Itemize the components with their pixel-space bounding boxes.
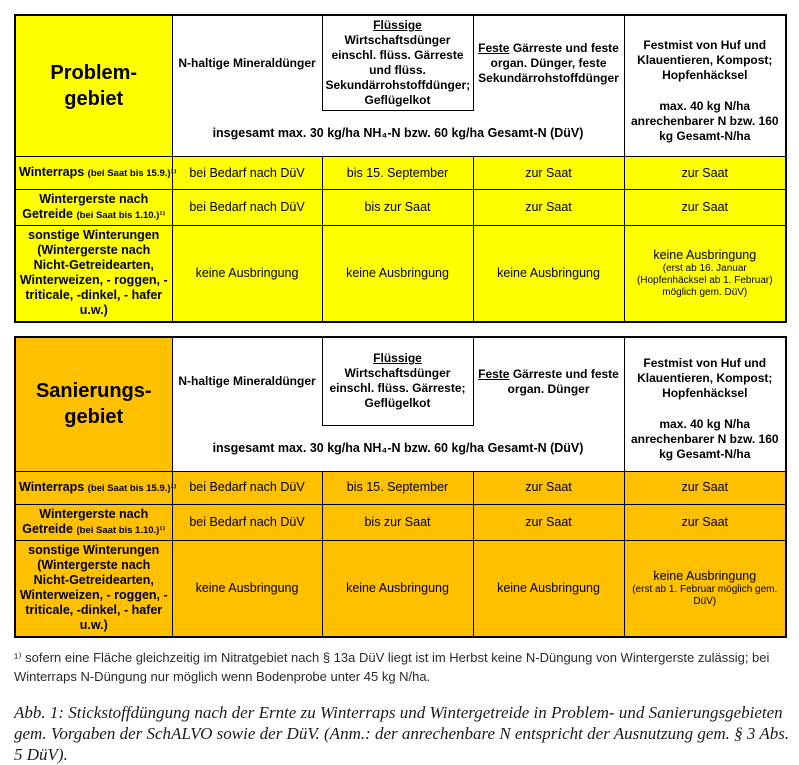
area-title-problemgebiet bbox=[15, 15, 172, 157]
underlined-term: Feste bbox=[478, 40, 510, 55]
underlined-term: Flüssige bbox=[373, 18, 422, 32]
cell-festmist: zur Saat bbox=[624, 190, 786, 226]
header-feste-duenger: Feste Gärreste und feste organ. Dünger, feste Sekundärrohstoffdünger bbox=[473, 15, 624, 111]
cell-mineral: bei Bedarf nach DüV bbox=[172, 190, 322, 226]
underlined-term: Feste bbox=[478, 366, 510, 381]
header-gesamt-limit: insgesamt max. 30 kg/ha NH₄-N bzw. 60 kg/ha Gesamt-N (DüV) bbox=[172, 425, 624, 471]
cell-fluessig: keine Ausbringung bbox=[322, 540, 473, 637]
cell-fluessig: bis 15. September bbox=[322, 157, 473, 190]
footnote: ¹⁾ sofern eine Fläche gleichzeitig im Nitratgebiet nach § 13a DüV liegt ist im Herbst keine N-Düngung von Wintergerste zulässig; bei Winterraps N-Düngung nur möglich wenn Bodenprobe unter 45 kg N/ha. bbox=[14, 649, 770, 684]
header-festmist bbox=[624, 15, 786, 157]
problemgebiet-table bbox=[14, 14, 787, 323]
cell-mineral: keine Ausbringung bbox=[172, 540, 322, 637]
cell-festmist: keine Ausbringung (erst ab 16. Januar (Hopfenhäcksel ab 1. Februar) möglich gem. DüV) bbox=[624, 226, 786, 323]
header-gesamt-limit: insgesamt max. 30 kg/ha NH₄-N bzw. 60 kg/ha Gesamt-N (DüV) bbox=[172, 111, 624, 157]
table-row bbox=[15, 504, 786, 540]
area-title-sanierungsgebiet bbox=[15, 337, 172, 471]
header-mineralduenger: N-haltige Mineraldünger bbox=[172, 15, 322, 111]
cell-fest: zur Saat bbox=[473, 157, 624, 190]
festmist-limit: max. 40 kg N/ha anrechenbarer N bzw. 160 kg Gesamt-N/ha bbox=[630, 99, 779, 143]
cell-fluessig: bis zur Saat bbox=[322, 504, 473, 540]
header-fluessige-duenger: Flüssige Wirtschaftsdünger einschl. flüss. Gärreste; Geflügelkot bbox=[322, 337, 473, 425]
header-feste-duenger: Feste Gärreste und feste organ. Dünger bbox=[473, 337, 624, 425]
cell-fluessig: bis 15. September bbox=[322, 471, 473, 504]
cell-festmist: keine Ausbringung (erst ab 1. Februar möglich gem. DüV) bbox=[624, 540, 786, 637]
cell-fest: zur Saat bbox=[473, 190, 624, 226]
cell-fest: keine Ausbringung bbox=[473, 540, 624, 637]
underlined-term: Flüssige bbox=[373, 351, 422, 366]
table-row bbox=[15, 226, 786, 323]
cell-festmist: zur Saat bbox=[624, 504, 786, 540]
row-label-sonstige-winterungen: sonstige Winterungen (Wintergerste nach Nicht-Getreidearten, Winterweizen, - roggen, - triticale, -dinkel, - hafer u.w.) bbox=[15, 226, 172, 323]
row-label-wintergerste: Wintergerste nach Getreide (bei Saat bis 1.10.)¹⁾ bbox=[15, 504, 172, 540]
cell-mineral: bei Bedarf nach DüV bbox=[172, 157, 322, 190]
area-title-line1: Sanierungs- bbox=[35, 380, 152, 403]
cell-fest: zur Saat bbox=[473, 504, 624, 540]
table-row bbox=[15, 157, 786, 190]
row-label-wintergerste: Wintergerste nach Getreide (bei Saat bis 1.10.)¹⁾ bbox=[15, 190, 172, 226]
header-festmist bbox=[624, 337, 786, 471]
area-title-line2: gebiet bbox=[64, 88, 124, 110]
table-row bbox=[15, 190, 786, 226]
cell-fluessig: bis zur Saat bbox=[322, 190, 473, 226]
cell-fest: zur Saat bbox=[473, 471, 624, 504]
header-fluessige-duenger: Flüssige Wirtschaftsdünger einschl. flüss. Gärreste und flüss. Sekundärrohstoffdünger; Geflügelkot bbox=[322, 15, 473, 111]
festmist-description: Festmist von Huf und Klauentieren, Kompost; Hopfenhäcksel bbox=[637, 356, 773, 401]
cell-mineral: keine Ausbringung bbox=[172, 226, 322, 323]
cell-fest: keine Ausbringung bbox=[473, 226, 624, 323]
table-row bbox=[15, 540, 786, 637]
table-row bbox=[15, 471, 786, 504]
cell-fluessig: keine Ausbringung bbox=[322, 226, 473, 323]
header-mineralduenger: N-haltige Mineraldünger bbox=[172, 337, 322, 425]
figure-caption: Abb. 1: Stickstoffdüngung nach der Ernte zu Winterraps und Wintergetreide in Problem- und Sanierungsgebieten gem. Vorgaben der SchALVO sowie der DüV. (Anm.: der anrechenbare N entspricht der Ausnutzung gem. § 3 Abs. 5 DüV). bbox=[14, 702, 790, 764]
cell-mineral: bei Bedarf nach DüV bbox=[172, 504, 322, 540]
festmist-description: Festmist von Huf und Klauentieren, Kompost; Hopfenhäcksel bbox=[637, 38, 773, 82]
cell-festmist: zur Saat bbox=[624, 157, 786, 190]
row-label-sonstige-winterungen: sonstige Winterungen (Wintergerste nach Nicht-Getreidearten, Winterweizen, - roggen, - triticale, -dinkel, - hafer u.w.) bbox=[15, 540, 172, 637]
cell-festmist: zur Saat bbox=[624, 471, 786, 504]
row-label-winterraps: Winterraps (bei Saat bis 15.9.)¹⁾ bbox=[15, 471, 172, 504]
festmist-limit: max. 40 kg N/ha anrechenbarer N bzw. 160 kg Gesamt-N/ha bbox=[630, 417, 779, 462]
area-title-line1: Problem- bbox=[50, 62, 138, 84]
cell-mineral: bei Bedarf nach DüV bbox=[172, 471, 322, 504]
sanierungsgebiet-table bbox=[14, 336, 787, 638]
area-title-line2: gebiet bbox=[64, 406, 124, 429]
row-label-winterraps: Winterraps (bei Saat bis 15.9.)¹⁾ bbox=[15, 157, 172, 190]
